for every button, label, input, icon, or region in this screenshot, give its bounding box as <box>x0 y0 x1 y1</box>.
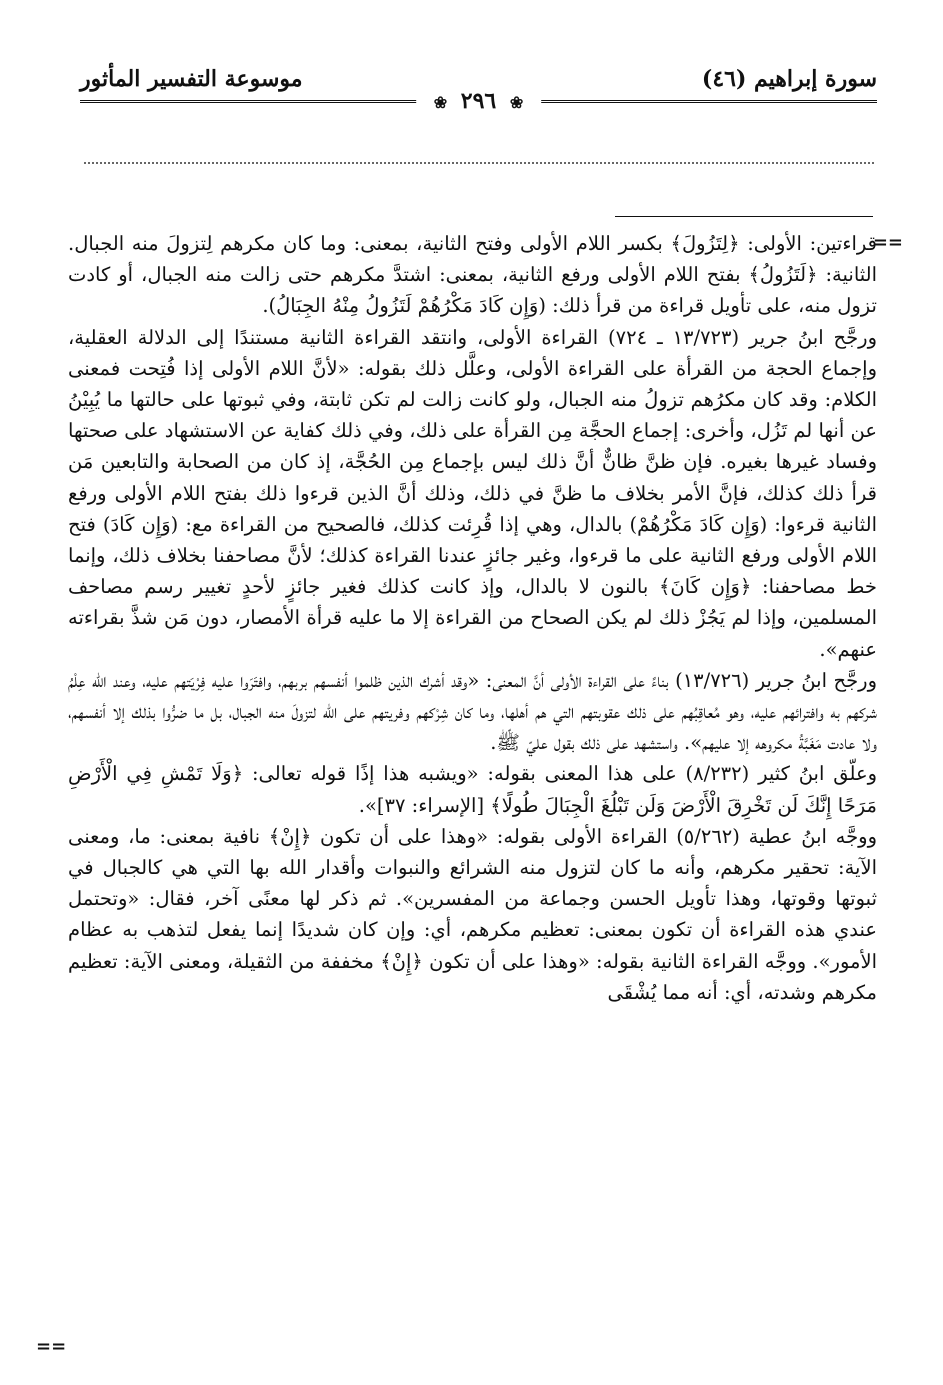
paragraph: ووجَّه ابنُ عطية (٥/٢٦٢) القراءة الأولى بقوله: «وهذا على أن تكون ﴿إِنْ﴾ نافية بمعنى: ما، ومعنى الآية: تحقير مكرهم، وأنه ما كان لتزول منه الشرائع والنبوات وأقدار الله بها التي هي كالجبال في ثبوتها وقوتها، وهذا تأويل الحسن وجماعة من المفسرين». ثم ذكر لها معنًى آخر، فقال: «وتحتمل عندي هذه القراءة أن تكون بمعنى: تعظيم مكرهم، أي: وإن كان شديدًا إنما يفعل لتذهب به عظام الأمور». ووجَّه القراءة الثانية بقوله: «وهذا على أن تكون ﴿إِنْ﴾ مخففة من الثقيلة، ومعنى الآية: تعظيم مكرهم وشدته، أي: أنه مما يُشْقَى <box>68 824 877 1004</box>
surah-title: سورة إبراهيم (٤٦) <box>701 66 877 92</box>
ornament-icon: ❀ <box>509 93 524 112</box>
paragraph: ورجَّح ابنُ جرير (١٣/٧٢٦) بناءً على القراءة الأولى أنَّ المعنى: «وقد أشرك الذين ظلموا أنفسهم بربهم، وافتَرَوا عليه فِرْيَتهم عليه، وعند الله عِلْمُ شركهم به وافترائهم عليه، وهو مُعاقِبُهم على ذلك عقوبتهم التي هم أهلها، وما كان شِرْكهم وفريتهم على الله لتزولَ منه الجبال، بل ما ضرُّوا بذلك إلا أنفسهم، ولا عادت مَغَبَّةُ مكروهه إلا عليهم». واستشهد على ذلك بقول عليّ ﷺ. <box>68 668 877 755</box>
ornament-icon: ❀ <box>433 93 448 112</box>
continuation-mark-bottom: == <box>36 1336 67 1357</box>
continuation-mark-top: == <box>872 232 903 253</box>
dotted-separator <box>84 150 874 164</box>
footnote-body <box>68 228 877 1008</box>
footnote-rule <box>615 216 873 217</box>
page-number-block <box>416 88 542 114</box>
paragraph: قراءتين: الأولى: ﴿لِتَزُولَ﴾ بكسر اللام الأولى وفتح الثانية، بمعنى: وما كان مكرهم لِتزولَ منه الجبال. الثانية: ﴿لَتَزُولُ﴾ بفتح اللام الأولى ورفع الثانية، بمعنى: اشتدَّ مكرهم حتى زالت منه الجبال، أو كادت تزول منه، على تأويل قراءة من قرأ ذلك: (وَإِن كَادَ مَكْرُهُمْ لَتَزُولُ مِنْهُ الجِبَالُ). <box>68 232 877 318</box>
paragraph: ورجَّح ابنُ جرير (١٣/٧٢٣ ـ ٧٢٤) القراءة الأولى، وانتقد القراءة الثانية مستندًا إلى الدلالة العقلية، وإجماع الحجة من القرأة على القراءة الأولى، وعلَّل ذلك بقوله: «لأنَّ اللام الأولى إذا فُتِحت فمعنى الكلام: وقد كان مكرُهم تزولُ منه الجبال، ولو كانت زالت لم تكن ثابتة، وفي ثبوتها على حالتها ما يُبِيْنُ عن أنها لم تَزُل، وأخرى: إجماع الحجَّة مِن القرأة على ذلك، وفي ذلك كفاية عن الاستشهاد على صحتها وفساد غيرها بغيره. فإن ظنَّ ظانٌّ أنَّ ذلك ليس بإجماع مِن الحُجَّة، إذ كان من الصحابة والتابعين مَن قرأ ذلك كذلك، فإنَّ الأمر بخلاف ما ظنَّ في ذلك، وذلك أنَّ الذين قرءوا ذلك بفتح اللام الأولى ورفع الثانية قرءوا: (وَإِن كَادَ مَكْرُهُمْ) بالدال، وهي إذا قُرِئت كذلك، فالصحيح من القراءة مع: (وَإِن كَادَ) فتح اللام الأولى ورفع الثانية على ما قرءوا، وغير جائزٍ عندنا القراءة كذلك؛ لأنَّ مصاحفنا بخلاف ذلك، وإنما خط مصاحفنا: ﴿وَإِن كَانَ﴾ بالنون لا بالدال، وإذ كانت كذلك فغير جائزٍ لأحدٍ تغيير رسم مصاحف المسلمين، وإذا لم يَجُزْ ذلك لم يكن الصحاح من القراءة إلا ما عليه قرأة الأمصار، دون مَن شذَّ بقراءته عنهم». <box>68 325 877 661</box>
book-title: موسوعة التفسير المأثور <box>80 66 303 92</box>
page-header <box>80 64 877 124</box>
paragraph: وعلّق ابنُ كثير (٨/٢٣٢) على هذا المعنى بقوله: «ويشبه هذا إذًا قوله تعالى: ﴿وَلَا تَمْشِ فِي الْأَرْضِ مَرَحًا إِنَّكَ لَن تَخْرِقَ الْأَرْضَ وَلَن تَبْلُغَ الْجِبَالَ طُولًا﴾ [الإسراء: ٣٧]». <box>68 762 877 817</box>
page-number: ٢٩٦ <box>460 88 497 114</box>
